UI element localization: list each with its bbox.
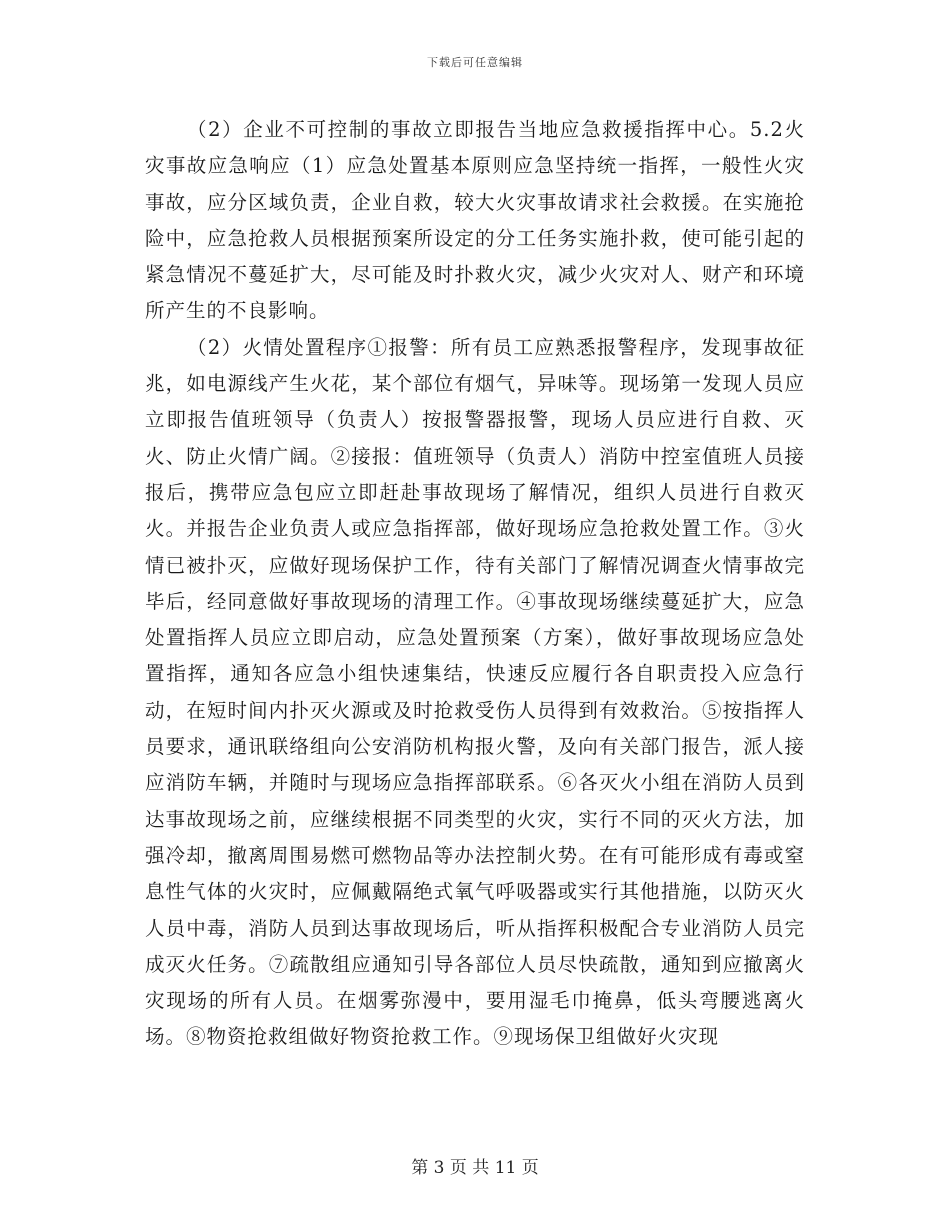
page-header: 下载后可任意编辑 <box>427 56 523 69</box>
paragraph: （2）火情处置程序①报警：所有员工应熟悉报警程序，发现事故征兆，如电源线产生火花，某个部位有烟气，异味等。现场第一发现人员应立即报告值班领导（负责人）按报警器报警，现场人员应进行自救、灭火、防止火情广阔。②接报：值班领导（负责人）消防中控室值班人员接报后，携带应急包应立即赶赴事故现场了解情况，组织人员进行自救灭火。并报告企业负责人或应急指挥部，做好现场应急抢救处置工作。③火情已被扑灭，应做好现场保护工作，待有关部门了解情况调查火情事故完毕后，经同意做好事故现场的清理工作。④事故现场继续蔓延扩大，应急处置指挥人员应立即启动，应急处置预案（方案），做好事故现场应急处置指挥，通知各应急小组快速集结，快速反应履行各自职责投入应急行动，在短时间内扑灭火源或及时抢救受伤人员得到有效救治。⑤按指挥人员要求，通讯联络组向公安消防机构报火警，及向有关部门报告，派人接应消防车辆，并随时与现场应急指挥部联系。⑥各灭火小组在消防人员到达事故现场之前，应继续根据不同类型的火灾，实行不同的灭火方法，加强冷却，撤离周围易燃可燃物品等办法控制火势。在有可能形成有毒或窒息性气体的火灾时，应佩戴隔绝式氧气呼吸器或实行其他措施，以防灭火人员中毒，消防人员到达事故现场后，听从指挥积极配合专业消防人员完成灭火任务。⑦疏散组应通知引导各部位人员尽快疏散，通知到应撤离火灾现场的所有人员。在烟雾弥漫中，要用湿毛巾掩鼻，低头弯腰逃离火场。⑧物资抢救组做好物资抢救工作。⑨现场保卫组做好火灾现 <box>145 335 805 1049</box>
page-number: 第 3 页 共 11 页 <box>411 1158 539 1178</box>
document-body <box>145 112 805 1056</box>
paragraph: （2）企业不可控制的事故立即报告当地应急救援指挥中心。5.2火灾事故应急响应（1）应急处置基本原则应急坚持统一指挥，一般性火灾事故，应分区域负责，企业自救，较大火灾事故请求社会救援。在实施抢险中，应急抢救人员根据预案所设定的分工任务实施扑救，使可能引起的紧急情况不蔓延扩大，尽可能及时扑救火灾，减少火灾对人、财产和环境所产生的不良影响。 <box>145 118 805 323</box>
